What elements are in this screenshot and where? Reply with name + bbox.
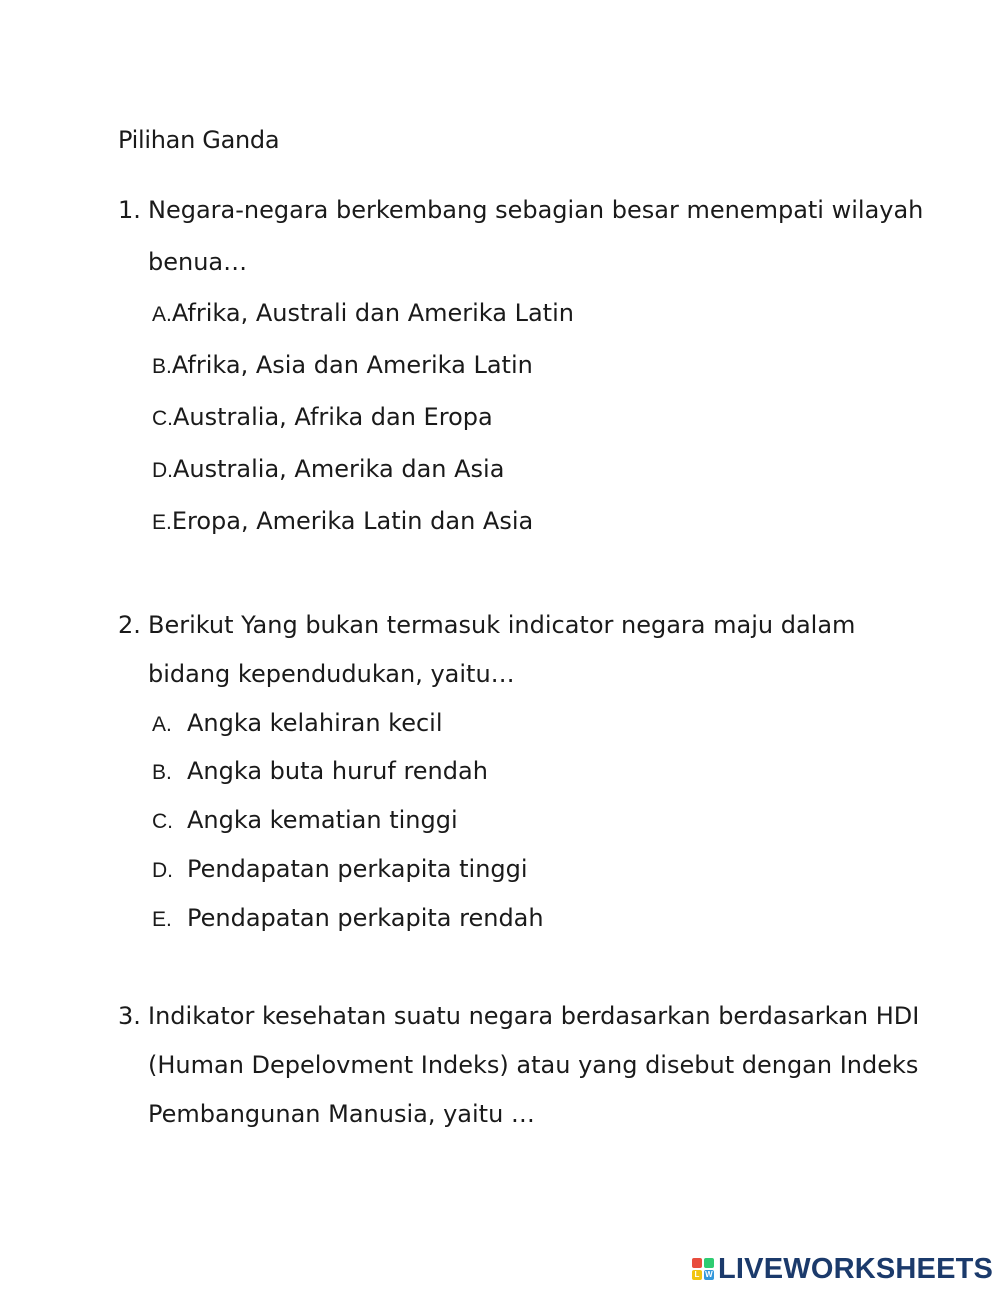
option-letter: B. xyxy=(152,355,172,378)
question-text-line-1: Berikut Yang bukan termasuk indicator negara maju dalam xyxy=(148,611,856,639)
option-text: Pendapatan perkapita rendah xyxy=(187,904,544,932)
question-text-line-2: benua… xyxy=(148,248,248,276)
option-letter: C. xyxy=(152,810,173,833)
question-text-line-2: (Human Depelovment Indeks) atau yang disebut dengan Indeks xyxy=(148,1051,919,1079)
option-text: Afrika, Australi dan Amerika Latin xyxy=(171,299,574,327)
question-number: 1. xyxy=(118,196,141,224)
option-c[interactable] xyxy=(152,806,458,834)
option-text: Australia, Amerika dan Asia xyxy=(173,455,505,483)
option-text: Eropa, Amerika Latin dan Asia xyxy=(171,507,534,535)
option-text: Pendapatan perkapita tinggi xyxy=(187,855,528,883)
option-e[interactable] xyxy=(152,507,533,535)
option-text: Angka kematian tinggi xyxy=(187,806,458,834)
option-letter: D. xyxy=(152,859,173,882)
logo-tile-yellow: L xyxy=(692,1270,702,1280)
option-text: Angka buta huruf rendah xyxy=(187,757,488,785)
option-letter: A. xyxy=(152,303,172,326)
option-text: Afrika, Asia dan Amerika Latin xyxy=(171,351,533,379)
option-c[interactable] xyxy=(152,403,493,431)
logo-tile-green xyxy=(704,1258,714,1268)
option-letter: C. xyxy=(152,407,173,430)
option-b[interactable] xyxy=(152,757,488,785)
option-letter: B. xyxy=(152,761,172,784)
option-letter: E. xyxy=(152,908,172,931)
question-number: 2. xyxy=(118,611,141,639)
option-b[interactable] xyxy=(152,351,533,379)
option-letter: D. xyxy=(152,459,173,482)
logo-tile-red xyxy=(692,1258,702,1268)
option-letter: A. xyxy=(152,713,172,736)
option-e[interactable] xyxy=(152,904,544,932)
question-text-line-3: Pembangunan Manusia, yaitu … xyxy=(148,1100,535,1128)
question-text-line-2: bidang kependudukan, yaitu… xyxy=(148,660,515,688)
liveworksheets-logo xyxy=(692,1253,993,1285)
option-d[interactable] xyxy=(152,855,528,883)
question-text-line-1: Indikator kesehatan suatu negara berdasarkan berdasarkan HDI xyxy=(148,1002,920,1030)
option-letter: E. xyxy=(152,511,172,534)
option-a[interactable] xyxy=(152,709,443,737)
logo-tile-blue: W xyxy=(705,1270,713,1279)
brand-name: LIVEWORKSHEETS xyxy=(718,1252,994,1285)
question-text-line-1: Negara-negara berkembang sebagian besar menempati wilayah xyxy=(148,196,924,224)
page-title: Pilihan Ganda xyxy=(118,126,280,154)
option-text: Angka kelahiran kecil xyxy=(187,709,443,737)
option-d[interactable] xyxy=(152,455,504,483)
liveworksheets-logo-icon xyxy=(692,1258,714,1280)
option-a[interactable] xyxy=(152,299,574,327)
question-number: 3. xyxy=(118,1002,141,1030)
option-text: Australia, Afrika dan Eropa xyxy=(173,403,493,431)
